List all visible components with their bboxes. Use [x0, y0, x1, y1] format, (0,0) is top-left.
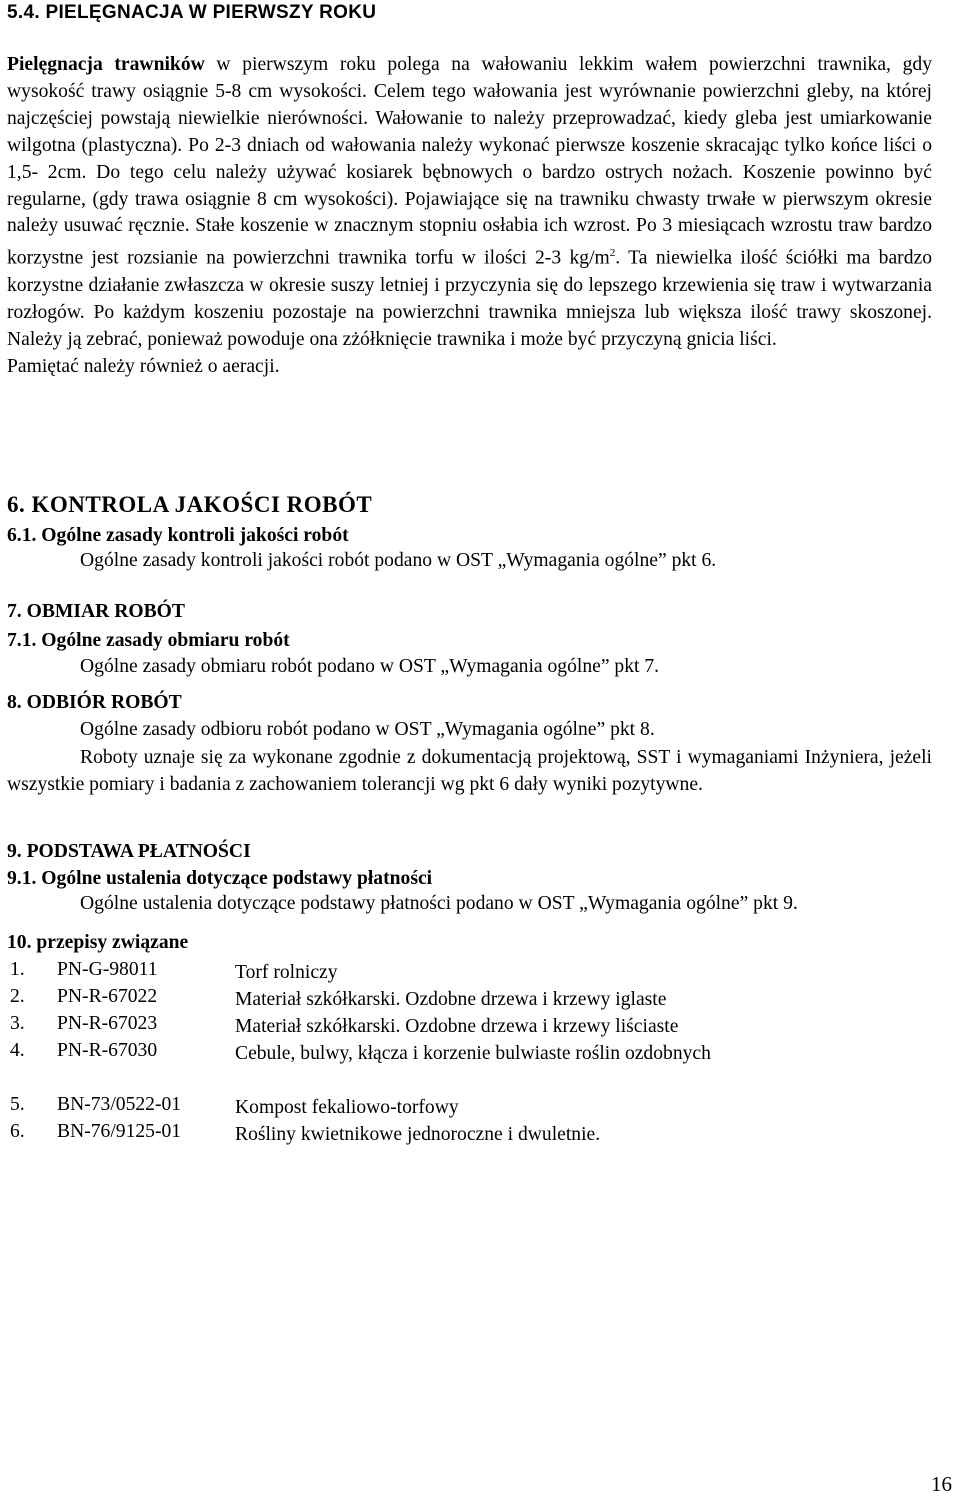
- section-8-heading: 8. ODBIÓR ROBÓT: [7, 692, 182, 713]
- section-6-1-text: Ogólne zasady kontroli jakości robót podano w OST „Wymagania ogólne” pkt 6.: [80, 550, 717, 571]
- section-6-heading: 6. KONTROLA JAKOŚCI ROBÓT: [7, 492, 373, 517]
- section-10-heading: 10. przepisy związane: [7, 932, 189, 953]
- section-9-1-heading: 9.1. Ogólne ustalenia dotyczące podstawy płatności: [7, 868, 433, 889]
- section-6-1-heading: 6.1. Ogólne zasady kontroli jakości robót: [7, 525, 349, 546]
- superscript: 2: [609, 247, 616, 260]
- section-7-1-text: Ogólne zasady obmiaru robót podano w OST „Wymagania ogólne” pkt 7.: [80, 656, 660, 677]
- section-7-heading: 7. OBMIAR ROBÓT: [7, 601, 185, 622]
- lead-term: Pielęgnacja trawników: [7, 54, 205, 75]
- section-9-1-text: Ogólne ustalenia dotyczące podstawy płatności podano w OST „Wymagania ogólne” pkt 9.: [80, 893, 798, 914]
- page-number: 16: [931, 1472, 952, 1496]
- body-text-after: . Ta niewielka ilość ściółki ma bardzo korzystne działanie zwłaszcza w okresie suszy letniej i przyczynia się do lepszego krzewienia się traw i wytwarzania rozłogów. Po każdym koszeniu pozostaje na powierzchni trawnika mniejsza lub większa ilość trawy skoszonej. Należy ją zebrać, ponieważ powoduje ona zżółknięcie trawnika i może być przyczyną gnicia liści.: [7, 247, 932, 350]
- section-8-paragraph: Roboty uznaje się za wykonane zgodnie z dokumentacją projektową, SST i wymaganiami Inżyniera, jeżeli wszystkie pomiary i badania z zachowaniem tolerancji wg pkt 6 dały wyniki pozytywne.: [7, 747, 932, 796]
- aeration-line: Pamiętać należy również o aeracji.: [7, 355, 280, 377]
- section-5-4-body: [7, 52, 932, 380]
- section-9-heading: 9. PODSTAWA PŁATNOŚCI: [7, 841, 251, 862]
- section-5-4-title: 5.4. PIELĘGNACJA W PIERWSZY ROKU: [7, 2, 377, 23]
- section-7-1-heading: 7.1. Ogólne zasady obmiaru robót: [7, 630, 290, 651]
- section-8-text: Ogólne zasady odbioru robót podano w OST „Wymagania ogólne” pkt 8.: [80, 719, 655, 740]
- body-text: w pierwszym roku polega na wałowaniu lekkim wałem powierzchni trawnika, gdy wysokość trawy osiągnie 5-8 cm wysokości. Celem tego wałowania jest wyrównanie powierzchni gleby, na której najczęściej powstają niewielkie nierówności. Wałowanie to należy przeprowadzać, kiedy gleba jest umiarkowanie wilgotna (plastyczna). Po 2-3 dniach od wałowania należy wykonać pierwsze koszenie skracając tylko końce liści o 1,5- 2cm. Do tego celu należy używać kosiarek bębnowych o bardzo ostrych nożach. Koszenie powinno być regularne, (gdy trawa osiągnie 8 cm wysokości). Pojawiające się na trawniku chwasty trwałe w pierwszym okresie należy usuwać ręcznie. Stałe koszenie w znacznym stopniu osłabia ich wzrost. Po 3 miesiącach wzrostu traw bardzo korzystne jest rozsianie na powierzchni trawnika torfu w ilości 2-3 kg/m: [7, 54, 932, 269]
